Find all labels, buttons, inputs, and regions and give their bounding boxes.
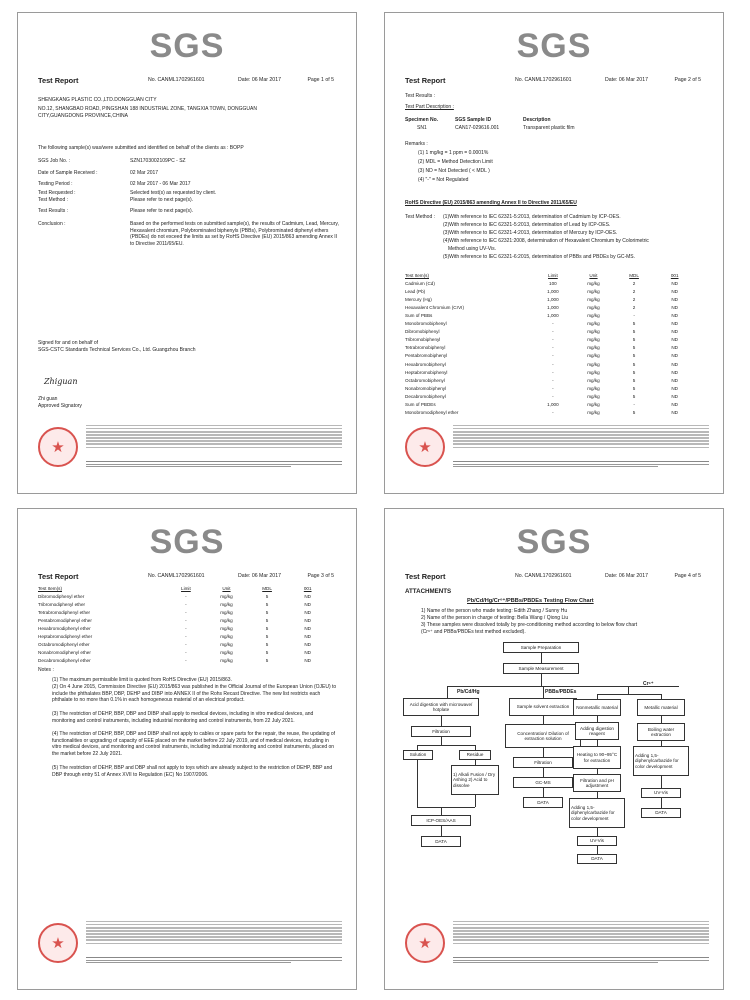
table-cell: Mercury (Hg) (405, 296, 432, 302)
table-cell: Monobromobiphenyl (405, 321, 447, 327)
sgs-logo: SGS (149, 27, 225, 65)
table-cell: - (633, 313, 635, 319)
flow-nonmetallic: Nonmetallic material (573, 699, 621, 716)
table-cell: Tetrabromobiphenyl (405, 345, 446, 351)
table-cell: Sum of PBDEs (405, 402, 436, 408)
flow-filtration-ph: Filtration and pH adjustment (573, 774, 621, 792)
table-row (405, 376, 695, 384)
table-row (405, 311, 695, 319)
conclusion-text: Based on the performed tests on submitted sample(s), the results of Cadmium, Lead, Mercury, Hexavalent chromium, Polybrominated biphenyls (PBBs), Polybrominated diphenyl ethers (PBDEs) do not exceed the limits as set by RoHS Directive (EU) 2015/863 amending Annex II to Directive 2011/65/EU. (130, 221, 339, 247)
legal-fineprint (453, 921, 709, 946)
sample-id-value: CAN17-029616.001 (455, 125, 500, 131)
table-cell: ND (304, 634, 311, 640)
table-row (405, 279, 695, 287)
table-cell: - (185, 626, 187, 632)
table-row (405, 287, 695, 295)
field-value: SZN1703002109PC - SZ (130, 158, 186, 164)
table-cell: ND (671, 353, 678, 359)
method-line: (1)With reference to IEC 62321-5:2013, determination of Cadmium by ICP-OES. (443, 214, 621, 220)
table-cell: mg/kg (587, 353, 600, 359)
table-cell: ND (304, 650, 311, 656)
table-row (38, 649, 328, 657)
page-number: Page 3 of 5 (307, 573, 334, 579)
table-cell: 5 (632, 361, 636, 367)
table-row (38, 641, 328, 649)
table-cell: mg/kg (220, 658, 233, 664)
table-cell: 1,000 (547, 288, 559, 294)
table-cell: Pentabromodiphenyl ether (38, 617, 92, 623)
table-cell: 5 (632, 369, 636, 375)
table-cell: 2 (632, 280, 636, 286)
column-header: 001 (670, 272, 679, 278)
signed-on-behalf: Signed for and on behalf of (38, 340, 99, 346)
table-cell: ND (304, 593, 311, 599)
specimen-header: Specimen No. (405, 117, 439, 123)
company-seal-icon (38, 427, 78, 467)
flow-data-2: DATA (523, 797, 563, 808)
table-cell: mg/kg (587, 280, 600, 286)
table-cell: ND (304, 642, 311, 648)
flow-uv-vis-1: UV-Vis (577, 836, 617, 846)
field-label: Date of Sample Received : (38, 170, 98, 176)
table-cell: Hexavalent Chromium (CrVI) (405, 304, 464, 310)
table-row (405, 409, 695, 417)
table-cell: ND (671, 377, 678, 383)
flow-solvent-extraction: Sample solvent extraction (509, 698, 577, 716)
table-cell: - (552, 393, 554, 399)
column-header: Unit (222, 585, 231, 591)
table-header-row (38, 584, 328, 592)
company-branch: SGS-CSTC Standards Technical Services Co., Ltd. Guangzhou Branch (38, 347, 196, 353)
table-cell: - (552, 361, 554, 367)
report-header (405, 573, 709, 583)
sgs-logo: SGS (149, 523, 225, 561)
table-row (405, 352, 695, 360)
table-row (405, 392, 695, 400)
method-line: (2)With reference to IEC 62321-5:2013, determination of Lead by ICP-OES. (443, 222, 611, 228)
person-line: 3) These samples were dissolved totally by pre-conditioning method according to below flow chart (421, 622, 638, 628)
table-cell: mg/kg (220, 593, 233, 599)
table-cell: - (185, 650, 187, 656)
description-header: Description (523, 117, 551, 123)
table-cell: ND (671, 296, 678, 302)
table-cell: 100 (549, 280, 557, 286)
table-cell: - (633, 402, 635, 408)
note-item: (4) The restriction of DEHP, BBP, DBP and DIBP shall not apply to cables or spare parts for the repair, the reuse, the updating of functionalities or upgrading of capacity of EEE placed on the market before 22 July 2019, and of medical devices, including in vitro medical devices, and monitoring and control instruments, including industrial monitoring and control instruments, placed on the market before 22 July 2021. (52, 731, 336, 757)
report-page-3 (17, 508, 357, 990)
table-cell: mg/kg (587, 361, 600, 367)
table-cell: - (185, 601, 187, 607)
table-cell: mg/kg (587, 402, 600, 408)
flow-sample-preparation: Sample Preparation (503, 642, 579, 653)
table-row (405, 384, 695, 392)
table-cell: 5 (632, 345, 636, 351)
results-table (405, 271, 695, 417)
table-cell: mg/kg (587, 321, 600, 327)
flow-heating: Heating to 90~95°C for extraction (573, 746, 621, 769)
column-header: Limit (181, 585, 191, 591)
flow-diphenylcarbazide-1: Adding 1,5-diphenylcarbazide for color development (569, 798, 625, 828)
table-cell: 5 (265, 609, 269, 615)
flow-residue: Residue (459, 750, 491, 760)
table-cell: 5 (632, 337, 636, 343)
flow-data-1: DATA (421, 836, 461, 847)
table-cell: Tribromodiphenyl ether (38, 601, 86, 607)
report-title: Test Report (405, 572, 446, 581)
footer-address (86, 461, 342, 469)
report-date: Date: 06 Mar 2017 (238, 77, 281, 83)
table-cell: 5 (265, 593, 269, 599)
table-cell: mg/kg (587, 296, 600, 302)
report-title: Test Report (38, 76, 79, 85)
flow-uv-vis-2: UV-Vis (641, 788, 681, 798)
page-footer (405, 921, 709, 967)
field-value: Please refer to next page(s). (130, 197, 194, 203)
table-cell: 2 (632, 304, 636, 310)
field-value: 02 Mar 2017 - 06 Mar 2017 (130, 181, 191, 187)
remarks-label: Remarks : (405, 141, 428, 147)
sample-id-header: SGS Sample ID (455, 117, 492, 123)
table-cell: - (185, 642, 187, 648)
table-cell: Sum of PBBs (405, 313, 433, 319)
table-row (405, 344, 695, 352)
page-footer (405, 425, 709, 471)
page-number: Page 4 of 5 (674, 573, 701, 579)
table-cell: ND (671, 337, 678, 343)
method-line: (3)With reference to IEC 62321-4:2013, determination of Mercury by ICP-OES. (443, 230, 618, 236)
signer-title: Approved Signatory (38, 403, 82, 409)
table-row (405, 336, 695, 344)
table-cell: mg/kg (220, 650, 233, 656)
method-line: (5)With reference to IEC 62321-6:2015, determination of PBBs and PBDEs by GC-MS. (443, 254, 636, 260)
signature: Zhiguan (44, 377, 78, 386)
branch-label-cr6: Cr⁶⁺ (643, 681, 654, 687)
table-cell: ND (304, 658, 311, 664)
table-cell: ND (671, 288, 678, 294)
flow-concentration: Concentration/ Dilution of extraction solution (505, 724, 581, 748)
table-cell: mg/kg (587, 385, 600, 391)
table-cell: mg/kg (220, 617, 233, 623)
results-table (38, 584, 328, 665)
person-line: 1) Name of the person who made testing: Edith Zhang / Sunny Hu (421, 608, 568, 614)
notes-label: Notes : (38, 667, 54, 673)
field-label: Test Requested : (38, 190, 76, 196)
remark-item: (2) MDL = Method Detection Limit (418, 159, 493, 165)
column-header: Test Item(s) (38, 585, 62, 591)
table-cell: ND (671, 402, 678, 408)
report-date: Date: 06 Mar 2017 (605, 77, 648, 83)
footer-address (86, 957, 342, 965)
table-row (405, 320, 695, 328)
table-cell: Heptabromodiphenyl ether (38, 634, 93, 640)
column-header: 001 (303, 585, 312, 591)
flow-metallic: Metallic material (637, 699, 685, 716)
table-cell: ND (671, 385, 678, 391)
flow-digestion-reagent: Adding digestion reagent (575, 722, 619, 740)
attachments-title: ATTACHMENTS (405, 588, 452, 595)
report-page-2 (384, 12, 724, 494)
table-cell: Dibromobiphenyl (405, 329, 440, 335)
table-cell: Nonabromodiphenyl ether (38, 650, 91, 656)
table-cell: Cadmium (Cd) (405, 280, 435, 286)
table-cell: mg/kg (587, 369, 600, 375)
table-cell: Octabromodiphenyl ether (38, 642, 90, 648)
remark-item: (1) 1 mg/kg = 1 ppm = 0.0001% (418, 150, 489, 156)
column-header: MDL (262, 585, 272, 591)
table-cell: - (552, 345, 554, 351)
legal-fineprint (86, 921, 342, 946)
branch-label-pbbs-pbdes: PBBs/PBDEs (545, 689, 577, 695)
method-line: (4)With reference to IEC 62321:2008, determination of Hexavalent Chromium by Colorimetric (443, 238, 649, 244)
column-header: MDL (629, 272, 639, 278)
table-cell: Decabromodiphenyl ether (38, 658, 91, 664)
table-row (38, 600, 328, 608)
table-cell: - (552, 369, 554, 375)
sgs-logo: SGS (516, 27, 592, 65)
table-cell: mg/kg (587, 337, 600, 343)
company-seal-icon (38, 923, 78, 963)
table-cell: ND (671, 345, 678, 351)
table-row (38, 608, 328, 616)
sgs-logo: SGS (516, 523, 592, 561)
flow-gc-ms: GC-MS (513, 777, 573, 788)
report-number: No. CANML1702961601 (148, 77, 205, 83)
page-number: Page 2 of 5 (674, 77, 701, 83)
rohs-directive-title: RoHS Directive (EU) 2015/863 amending Annex II to Directive 2011/65/EU (405, 200, 577, 206)
column-header: Unit (589, 272, 598, 278)
table-cell: mg/kg (220, 634, 233, 640)
report-date: Date: 06 Mar 2017 (605, 573, 648, 579)
field-label: SGS Job No. : (38, 158, 70, 164)
field-value: Please refer to next page(s). (130, 208, 194, 214)
signer-name: Zhi guan (38, 396, 58, 402)
table-cell: 5 (265, 650, 269, 656)
table-cell: 5 (632, 385, 636, 391)
table-cell: Hexabromobiphenyl (405, 361, 446, 367)
table-cell: - (552, 410, 554, 416)
note-item: (1) The maximum permissible limit is quoted from RoHS Directive (EU) 2015/863. (52, 677, 232, 683)
table-cell: 2 (632, 288, 636, 294)
note-item: (3) The restriction of DEHP, BBP, DBP and DIBP shall apply to medical devices, including in vitro medical devices, and monitoring and control instruments, including industrial monitoring and control instruments, from 22 July 2021. (52, 711, 314, 724)
flow-chart-title: Pb/Cd/Hg/Cr⁶⁺/PBBs/PBDEs Testing Flow Chart (467, 598, 594, 604)
table-cell: ND (671, 304, 678, 310)
table-cell: mg/kg (587, 393, 600, 399)
table-cell: - (185, 634, 187, 640)
table-cell: - (185, 593, 187, 599)
report-number: No. CANML1702961601 (148, 573, 205, 579)
table-cell: 5 (632, 329, 636, 335)
field-label: Test Results : (38, 208, 69, 214)
page-footer (38, 425, 342, 471)
table-cell: 5 (265, 658, 269, 664)
table-cell: Decabromobiphenyl (405, 393, 446, 399)
person-line: (Cr⁶⁺ and PBBs/PBDEs test method excluded). (421, 629, 526, 635)
table-row (38, 592, 328, 600)
table-row (405, 328, 695, 336)
table-row (38, 633, 328, 641)
table-cell: mg/kg (587, 329, 600, 335)
table-cell: 5 (632, 410, 636, 416)
table-cell: 5 (632, 393, 636, 399)
table-row (38, 616, 328, 624)
report-header (38, 573, 342, 583)
report-header (38, 77, 342, 87)
table-cell: ND (671, 393, 678, 399)
flow-solution: Solution (403, 750, 433, 760)
report-title: Test Report (38, 572, 79, 581)
report-page-4 (384, 508, 724, 990)
table-cell: ND (671, 369, 678, 375)
table-cell: Pentabromobiphenyl (405, 353, 448, 359)
table-cell: 5 (632, 353, 636, 359)
table-cell: ND (304, 626, 311, 632)
table-cell: ND (304, 609, 311, 615)
legal-fineprint (453, 425, 709, 450)
table-cell: - (552, 321, 554, 327)
table-cell: ND (671, 361, 678, 367)
field-value: Selected test(s) as requested by client. (130, 190, 217, 196)
test-results-label: Test Results : (405, 93, 436, 99)
note-item: (2) On 4 June 2015, Commission Directive (EU) 2015/863 was published in the Official Journal of the European Union (OJEU) to include the phthalates BBP, DBP, DEHP and DIBP into ANNEX II of the Rohs Recast Directive. The new list restricts each phthalate to no more than 0.1% in each homogeneous material of an electrical product. (52, 684, 337, 704)
description-value: Transparent plastic film (523, 125, 575, 131)
table-cell: Nonabromobiphenyl (405, 385, 447, 391)
table-row (405, 303, 695, 311)
table-cell: Hexabromodiphenyl ether (38, 626, 91, 632)
sample-intro: The following sample(s) was/were submitted and identified on behalf of the clients as : BOPP (38, 145, 244, 151)
table-cell: - (552, 329, 554, 335)
table-cell: 5 (265, 634, 269, 640)
column-header: Limit (548, 272, 558, 278)
conclusion-label: Conclusion : (38, 221, 66, 227)
table-cell: 1,000 (547, 296, 559, 302)
table-row (38, 657, 328, 665)
footer-address (453, 461, 709, 469)
table-cell: mg/kg (220, 642, 233, 648)
client-name: SHENGKANG PLASTIC CO.,LTD.DONGGUAN CITY (38, 97, 157, 103)
table-cell: ND (671, 329, 678, 335)
table-cell: Tribromobiphenyl (405, 337, 441, 343)
note-item: (5) The restriction of DEHP, BBP and DBP shall not apply to toys which are already subject to the restriction of DEHP, BBP and DBP through entry 51 of Annex XVII to Regulation (EC) No 1907/2006. (52, 765, 333, 778)
table-row (405, 368, 695, 376)
report-title: Test Report (405, 76, 446, 85)
column-header: Test Item(s) (405, 272, 429, 278)
specimen-value: SN1 (417, 125, 427, 131)
report-number: No. CANML1702961601 (515, 573, 572, 579)
method-line: Method using UV-Vis. (448, 246, 496, 252)
flow-boiling-water: Boiling water extraction (637, 723, 685, 741)
footer-address (453, 957, 709, 965)
flow-data-3: DATA (577, 854, 617, 864)
company-seal-icon (405, 427, 445, 467)
table-cell: 5 (265, 601, 269, 607)
table-cell: ND (304, 601, 311, 607)
remark-item: (4) "-" = Not Regulated (418, 177, 469, 183)
table-cell: 5 (632, 377, 636, 383)
table-cell: Heptabromobiphenyl (405, 369, 448, 375)
table-cell: ND (671, 321, 678, 327)
flow-sample-measurement: Sample Measurement (503, 663, 579, 674)
client-address-line-1: NO.12, SHANGBAO ROAD, PINGSHAN 188 INDUSTRIAL ZONE, TANGXIA TOWN, DONGGUAN (38, 106, 257, 112)
test-method-label: Test Method : (405, 214, 436, 220)
table-cell: ND (671, 313, 678, 319)
flow-acid-digestion: Acid digestion with microwave/ hotplate (403, 698, 479, 716)
table-cell: mg/kg (587, 377, 600, 383)
table-cell: mg/kg (220, 626, 233, 632)
table-cell: 5 (632, 321, 636, 327)
table-cell: Lead (Pb) (405, 288, 426, 294)
table-cell: ND (304, 617, 311, 623)
table-cell: mg/kg (587, 288, 600, 294)
page-number: Page 1 of 5 (307, 77, 334, 83)
table-row (405, 401, 695, 409)
page-footer (38, 921, 342, 967)
table-cell: Monobromodiphenyl ether (405, 410, 459, 416)
field-label: Test Method : (38, 197, 69, 203)
remark-item: (3) ND = Not Detected ( < MDL ) (418, 168, 490, 174)
table-cell: mg/kg (587, 313, 600, 319)
table-cell: mg/kg (220, 601, 233, 607)
table-cell: mg/kg (587, 345, 600, 351)
table-row (38, 624, 328, 632)
table-cell: 1,000 (547, 304, 559, 310)
flow-filtration-2: Filtration (513, 757, 573, 768)
table-row (405, 295, 695, 303)
table-cell: Tetrabromodiphenyl ether (38, 609, 91, 615)
table-header-row (405, 271, 695, 279)
flow-alkali-fusion: 1) Alkali Fusion / Dry Ashing 2) Acid to dissolve (451, 765, 499, 795)
table-cell: 5 (265, 642, 269, 648)
field-value: 02 Mar 2017 (130, 170, 159, 176)
table-cell: 1,000 (547, 402, 559, 408)
table-cell: - (185, 658, 187, 664)
company-seal-icon (405, 923, 445, 963)
test-part-description: Test Part Description : (405, 104, 454, 110)
table-cell: Octabromobiphenyl (405, 377, 445, 383)
table-cell: 2 (632, 296, 636, 302)
legal-fineprint (86, 425, 342, 450)
report-number: No. CANML1702961601 (515, 77, 572, 83)
branch-label-pb-cd-hg: Pb/Cd/Hg (457, 689, 480, 695)
report-date: Date: 06 Mar 2017 (238, 573, 281, 579)
table-cell: - (552, 385, 554, 391)
table-cell: 5 (265, 626, 269, 632)
flow-data-4: DATA (641, 808, 681, 818)
report-header (405, 77, 709, 87)
client-address-line-2: CITY,GUANGDONG PROVINCE,CHINA (38, 113, 128, 119)
report-page-1 (17, 12, 357, 494)
field-label: Testing Period : (38, 181, 73, 187)
table-cell: ND (671, 280, 678, 286)
table-cell: - (552, 337, 554, 343)
person-line: 2) Name of the person in charge of testing: Bella Wang / Qiong Liu (421, 615, 569, 621)
flow-filtration: Filtration (411, 726, 471, 737)
flow-icp-oes: ICP-OES/AAS (411, 815, 471, 826)
table-cell: Dibromodiphenyl ether (38, 593, 85, 599)
table-row (405, 360, 695, 368)
flow-diphenylcarbazide-2: Adding 1,5-diphenylcarbazide for color development (633, 746, 689, 776)
table-cell: mg/kg (587, 304, 600, 310)
table-cell: 5 (265, 617, 269, 623)
table-cell: 1,000 (547, 313, 559, 319)
table-cell: - (552, 353, 554, 359)
table-cell: mg/kg (587, 410, 600, 416)
table-cell: - (185, 609, 187, 615)
table-cell: - (552, 377, 554, 383)
table-cell: ND (671, 410, 678, 416)
table-cell: mg/kg (220, 609, 233, 615)
table-cell: - (185, 617, 187, 623)
